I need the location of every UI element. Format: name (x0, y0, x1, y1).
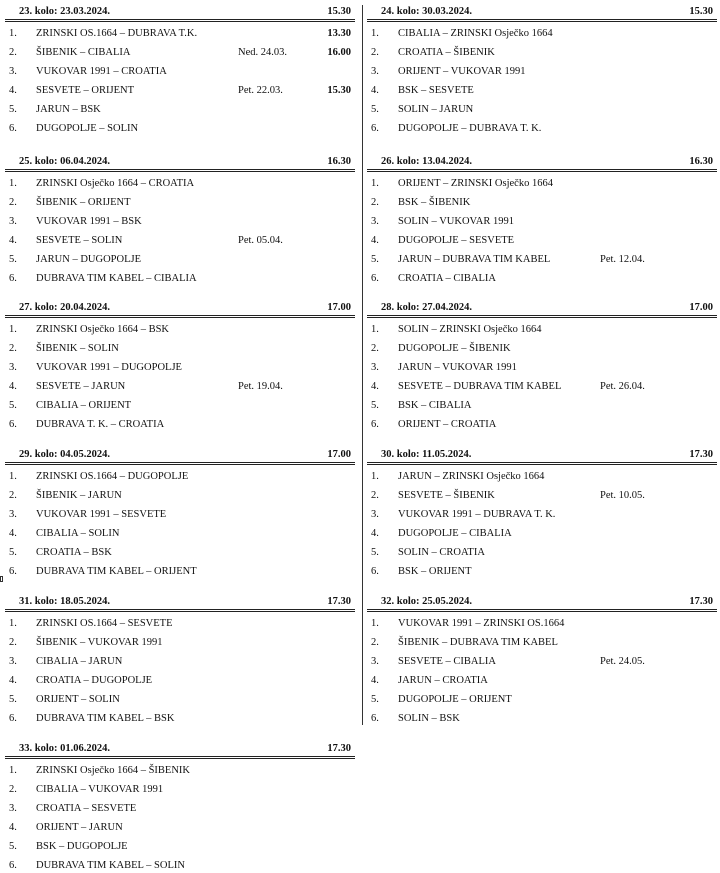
round-title: 23. kolo: 23.03.2024. (19, 6, 111, 17)
round-header (5, 445, 355, 465)
match-row (5, 248, 355, 267)
round-time: 17.30 (327, 596, 351, 607)
round-time: 15.30 (689, 6, 713, 17)
match-teams: BSK – ORIJENT (398, 566, 472, 577)
match-number: 5. (9, 547, 17, 558)
match-number: 1. (371, 178, 379, 189)
match-row (367, 98, 717, 117)
match-number: 1. (9, 324, 17, 335)
round-header (367, 152, 717, 172)
round-block (5, 445, 355, 579)
match-number: 5. (9, 400, 17, 411)
match-teams: SESVETE – ORIJENT (36, 85, 134, 96)
match-teams: VUKOVAR 1991 – DUGOPOLJE (36, 362, 182, 373)
match-row (5, 98, 355, 117)
match-alt-date: Pet. 19.04. (238, 381, 283, 392)
round-block (5, 592, 355, 726)
match-number: 6. (9, 419, 17, 430)
match-row (5, 503, 355, 522)
round-title: 24. kolo: 30.03.2024. (381, 6, 473, 17)
match-teams: JARUN – ZRINSKI Osječko 1664 (398, 471, 545, 482)
match-row (5, 229, 355, 248)
round-title: 32. kolo: 25.05.2024. (381, 596, 473, 607)
match-alt-date: Pet. 10.05. (600, 490, 645, 501)
match-number: 1. (371, 28, 379, 39)
match-row (367, 707, 717, 726)
match-number: 5. (9, 104, 17, 115)
match-number: 2. (371, 197, 379, 208)
match-row (367, 267, 717, 286)
match-row (367, 465, 717, 484)
match-number: 4. (9, 528, 17, 539)
match-row (5, 356, 355, 375)
match-row (5, 759, 355, 778)
match-teams: SESVETE – SOLIN (36, 235, 123, 246)
margin-marker (0, 576, 3, 582)
match-number: 3. (371, 66, 379, 77)
match-row (5, 778, 355, 797)
match-number: 5. (371, 400, 379, 411)
match-row (5, 267, 355, 286)
match-number: 5. (371, 104, 379, 115)
match-number: 6. (371, 273, 379, 284)
match-row (367, 522, 717, 541)
match-row (5, 375, 355, 394)
match-number: 6. (9, 713, 17, 724)
match-row (367, 41, 717, 60)
match-teams: CIBALIA – ZRINSKI Osječko 1664 (398, 28, 553, 39)
match-row (5, 117, 355, 136)
match-row (5, 707, 355, 726)
match-row (367, 631, 717, 650)
round-time: 17.00 (327, 302, 351, 313)
round-block (367, 298, 717, 432)
match-number: 6. (371, 123, 379, 134)
match-alt-date: Ned. 24.03. (238, 47, 287, 58)
match-teams: VUKOVAR 1991 – ZRINSKI OS.1664 (398, 618, 565, 629)
match-number: 1. (9, 765, 17, 776)
match-time: 13.30 (327, 28, 351, 39)
match-row (367, 375, 717, 394)
round-title: 28. kolo: 27.04.2024. (381, 302, 473, 313)
match-teams: ORIJENT – JARUN (36, 822, 123, 833)
round-title: 27. kolo: 20.04.2024. (19, 302, 111, 313)
match-teams: JARUN – CROATIA (398, 675, 488, 686)
match-number: 2. (9, 343, 17, 354)
match-teams: ZRINSKI OS.1664 – DUBRAVA T.K. (36, 28, 198, 39)
match-number: 5. (371, 694, 379, 705)
match-row (367, 22, 717, 41)
match-row (5, 60, 355, 79)
match-teams: DUGOPOLJE – ORIJENT (398, 694, 512, 705)
match-teams: CROATIA – CIBALIA (398, 273, 497, 284)
round-title: 29. kolo: 04.05.2024. (19, 449, 111, 460)
match-row (367, 503, 717, 522)
match-number: 4. (371, 675, 379, 686)
match-time: 16.00 (327, 47, 351, 58)
match-teams: CIBALIA – ORIJENT (36, 400, 132, 411)
round-header (367, 592, 717, 612)
match-number: 5. (9, 254, 17, 265)
match-row (5, 854, 355, 873)
match-row (367, 337, 717, 356)
match-teams: DUBRAVA T. K. – CROATIA (36, 419, 165, 430)
match-row (5, 210, 355, 229)
match-number: 1. (9, 471, 17, 482)
match-number: 2. (9, 47, 17, 58)
match-row (367, 688, 717, 707)
match-teams: CROATIA – ŠIBENIK (398, 47, 495, 58)
round-time: 17.30 (689, 449, 713, 460)
match-row (367, 318, 717, 337)
match-number: 4. (9, 381, 17, 392)
match-teams: JARUN – BSK (36, 104, 101, 115)
match-teams: DUGOPOLJE – SESVETE (398, 235, 515, 246)
match-number: 6. (371, 713, 379, 724)
match-row (5, 484, 355, 503)
match-row (5, 688, 355, 707)
match-number: 2. (371, 47, 379, 58)
match-teams: ORIJENT – SOLIN (36, 694, 120, 705)
match-teams: SESVETE – JARUN (36, 381, 126, 392)
match-teams: ŠIBENIK – DUBRAVA TIM KABEL (398, 637, 558, 648)
match-number: 4. (9, 675, 17, 686)
match-row (5, 541, 355, 560)
match-teams: SOLIN – JARUN (398, 104, 474, 115)
match-number: 1. (371, 324, 379, 335)
match-number: 6. (371, 566, 379, 577)
match-teams: VUKOVAR 1991 – CROATIA (36, 66, 167, 77)
match-number: 3. (9, 216, 17, 227)
round-header (367, 445, 717, 465)
match-row (367, 248, 717, 267)
match-teams: DUBRAVA TIM KABEL – BSK (36, 713, 175, 724)
match-teams: ŠIBENIK – ORIJENT (36, 197, 131, 208)
match-number: 5. (371, 547, 379, 558)
match-number: 4. (371, 235, 379, 246)
match-row (5, 191, 355, 210)
match-number: 6. (9, 860, 17, 871)
match-number: 1. (9, 178, 17, 189)
round-title: 31. kolo: 18.05.2024. (19, 596, 111, 607)
match-row (367, 210, 717, 229)
round-time: 17.30 (327, 743, 351, 754)
match-number: 1. (371, 618, 379, 629)
match-teams: ŠIBENIK – CIBALIA (36, 47, 131, 58)
match-row (367, 229, 717, 248)
match-alt-date: Pet. 05.04. (238, 235, 283, 246)
match-row (5, 41, 355, 60)
match-row (5, 612, 355, 631)
match-row (5, 669, 355, 688)
match-alt-date: Pet. 22.03. (238, 85, 283, 96)
round-block (5, 152, 355, 286)
match-number: 3. (371, 216, 379, 227)
match-teams: ZRINSKI Osječko 1664 – CROATIA (36, 178, 195, 189)
match-teams: CIBALIA – JARUN (36, 656, 123, 667)
match-row (367, 394, 717, 413)
match-teams: DUBRAVA TIM KABEL – SOLIN (36, 860, 185, 871)
match-teams: ZRINSKI OS.1664 – SESVETE (36, 618, 173, 629)
match-row (5, 835, 355, 854)
match-row (5, 172, 355, 191)
round-block (5, 739, 355, 873)
match-teams: BSK – CIBALIA (398, 400, 472, 411)
match-teams: DUGOPOLJE – ŠIBENIK (398, 343, 511, 354)
match-teams: DUGOPOLJE – CIBALIA (398, 528, 512, 539)
match-teams: DUBRAVA TIM KABEL – ORIJENT (36, 566, 197, 577)
round-header (5, 2, 355, 22)
match-row (367, 191, 717, 210)
round-header (5, 152, 355, 172)
match-number: 2. (9, 197, 17, 208)
match-row (367, 356, 717, 375)
match-teams: ZRINSKI OS.1664 – DUGOPOLJE (36, 471, 189, 482)
round-time: 16.30 (689, 156, 713, 167)
match-number: 3. (9, 656, 17, 667)
round-header (367, 2, 717, 22)
round-time: 17.00 (689, 302, 713, 313)
match-row (367, 650, 717, 669)
match-teams: CIBALIA – VUKOVAR 1991 (36, 784, 164, 795)
match-row (5, 797, 355, 816)
match-number: 4. (371, 528, 379, 539)
match-alt-date: Pet. 24.05. (600, 656, 645, 667)
match-number: 3. (9, 509, 17, 520)
match-number: 4. (9, 822, 17, 833)
match-teams: SOLIN – CROATIA (398, 547, 485, 558)
match-alt-date: Pet. 12.04. (600, 254, 645, 265)
match-teams: VUKOVAR 1991 – BSK (36, 216, 142, 227)
match-number: 6. (9, 566, 17, 577)
match-number: 4. (9, 85, 17, 96)
round-block (5, 298, 355, 432)
match-number: 6. (9, 123, 17, 134)
match-row (367, 172, 717, 191)
match-row (5, 22, 355, 41)
match-number: 6. (9, 273, 17, 284)
match-teams: ŠIBENIK – JARUN (36, 490, 122, 501)
match-row (367, 60, 717, 79)
match-number: 2. (371, 637, 379, 648)
round-block (367, 445, 717, 579)
match-row (367, 484, 717, 503)
match-number: 5. (371, 254, 379, 265)
match-teams: ZRINSKI Osječko 1664 – BSK (36, 324, 169, 335)
match-teams: BSK – DUGOPOLJE (36, 841, 128, 852)
round-title: 26. kolo: 13.04.2024. (381, 156, 473, 167)
match-number: 3. (9, 803, 17, 814)
round-title: 33. kolo: 01.06.2024. (19, 743, 111, 754)
match-teams: JARUN – DUGOPOLJE (36, 254, 142, 265)
match-teams: SESVETE – DUBRAVA TIM KABEL (398, 381, 562, 392)
match-row (5, 631, 355, 650)
match-number: 6. (371, 419, 379, 430)
match-number: 2. (9, 637, 17, 648)
match-number: 3. (371, 362, 379, 373)
match-number: 5. (9, 841, 17, 852)
match-number: 3. (9, 66, 17, 77)
match-number: 2. (9, 784, 17, 795)
match-time: 15.30 (327, 85, 351, 96)
match-row (367, 79, 717, 98)
match-teams: SESVETE – CIBALIA (398, 656, 496, 667)
match-number: 4. (9, 235, 17, 246)
match-number: 3. (9, 362, 17, 373)
match-row (5, 650, 355, 669)
round-block (367, 592, 717, 726)
match-row (5, 816, 355, 835)
match-teams: VUKOVAR 1991 – DUBRAVA T. K. (398, 509, 556, 520)
match-row (5, 522, 355, 541)
round-time: 16.30 (327, 156, 351, 167)
round-title: 25. kolo: 06.04.2024. (19, 156, 111, 167)
match-teams: BSK – SESVETE (398, 85, 474, 96)
match-teams: SOLIN – VUKOVAR 1991 (398, 216, 514, 227)
match-number: 2. (371, 490, 379, 501)
match-row (367, 541, 717, 560)
match-teams: CROATIA – BSK (36, 547, 112, 558)
match-alt-date: Pet. 26.04. (600, 381, 645, 392)
match-teams: CROATIA – SESVETE (36, 803, 137, 814)
round-block (367, 2, 717, 136)
round-header (5, 298, 355, 318)
match-teams: CROATIA – DUGOPOLJE (36, 675, 153, 686)
match-teams: SOLIN – ZRINSKI Osječko 1664 (398, 324, 542, 335)
match-teams: ORIJENT – ZRINSKI Osječko 1664 (398, 178, 553, 189)
match-teams: VUKOVAR 1991 – SESVETE (36, 509, 167, 520)
match-teams: JARUN – VUKOVAR 1991 (398, 362, 517, 373)
match-row (5, 560, 355, 579)
match-teams: DUBRAVA TIM KABEL – CIBALIA (36, 273, 197, 284)
match-row (367, 117, 717, 136)
match-row (5, 318, 355, 337)
match-number: 2. (9, 490, 17, 501)
match-row (367, 413, 717, 432)
match-number: 1. (371, 471, 379, 482)
match-teams: SOLIN – BSK (398, 713, 460, 724)
round-time: 17.30 (689, 596, 713, 607)
match-teams: SESVETE – ŠIBENIK (398, 490, 495, 501)
round-header (367, 298, 717, 318)
match-teams: DUGOPOLJE – SOLIN (36, 123, 139, 134)
match-row (5, 465, 355, 484)
round-header (5, 739, 355, 759)
match-number: 3. (371, 656, 379, 667)
match-number: 4. (371, 381, 379, 392)
match-row (5, 79, 355, 98)
match-row (367, 612, 717, 631)
round-title: 30. kolo: 11.05.2024. (381, 449, 472, 460)
match-number: 4. (371, 85, 379, 96)
round-header (5, 592, 355, 612)
match-row (5, 337, 355, 356)
match-number: 2. (371, 343, 379, 354)
round-time: 15.30 (327, 6, 351, 17)
column-divider (362, 5, 363, 725)
round-block (5, 2, 355, 136)
match-teams: ŠIBENIK – SOLIN (36, 343, 119, 354)
match-row (5, 394, 355, 413)
match-teams: DUGOPOLJE – DUBRAVA T. K. (398, 123, 542, 134)
match-row (367, 669, 717, 688)
match-teams: CIBALIA – SOLIN (36, 528, 120, 539)
round-block (367, 152, 717, 286)
match-number: 1. (9, 28, 17, 39)
match-teams: ZRINSKI Osječko 1664 – ŠIBENIK (36, 765, 190, 776)
match-number: 3. (371, 509, 379, 520)
match-row (367, 560, 717, 579)
match-number: 1. (9, 618, 17, 629)
match-row (5, 413, 355, 432)
match-teams: ORIJENT – VUKOVAR 1991 (398, 66, 526, 77)
match-teams: ORIJENT – CROATIA (398, 419, 497, 430)
match-teams: BSK – ŠIBENIK (398, 197, 471, 208)
match-teams: ŠIBENIK – VUKOVAR 1991 (36, 637, 163, 648)
match-number: 5. (9, 694, 17, 705)
match-teams: JARUN – DUBRAVA TIM KABEL (398, 254, 551, 265)
round-time: 17.00 (327, 449, 351, 460)
